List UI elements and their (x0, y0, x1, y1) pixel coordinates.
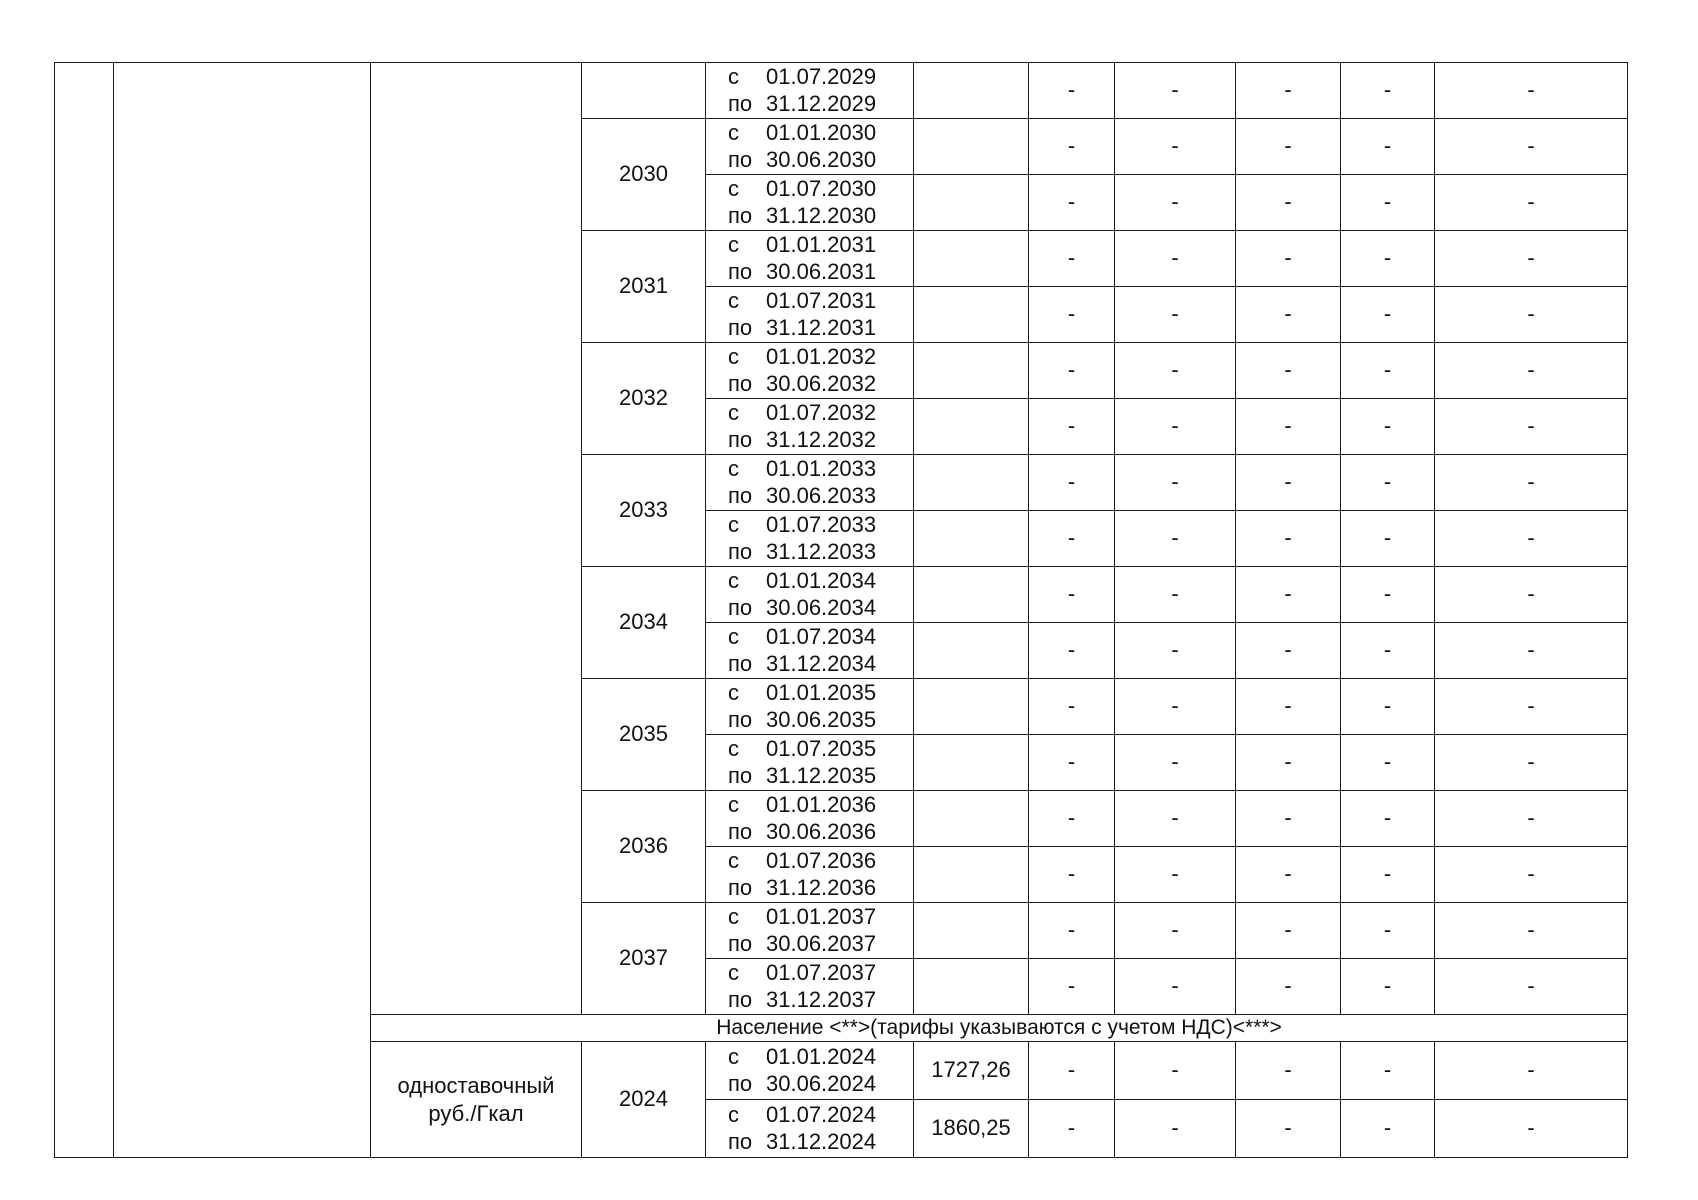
from-date: 01.07.2032 (766, 400, 877, 426)
tariff-value-cell (914, 63, 1029, 119)
dash-cell: - (1236, 399, 1341, 455)
period-to (728, 875, 913, 901)
dash-cell: - (1435, 231, 1628, 287)
to-date: 30.06.2033 (766, 482, 877, 508)
dash-cell: - (1029, 175, 1115, 231)
dash-cell: - (1341, 63, 1435, 119)
to-prefix: по (728, 986, 753, 1012)
dash-cell: - (1236, 1042, 1341, 1100)
dash-cell: - (1029, 903, 1115, 959)
dash-cell: - (1435, 63, 1628, 119)
dash-cell: - (1029, 791, 1115, 847)
tariff-table (54, 62, 1628, 1158)
period-to (728, 1129, 913, 1155)
dash-cell: - (1435, 175, 1628, 231)
to-prefix: по (728, 818, 753, 844)
dash-cell: - (1236, 287, 1341, 343)
dash-cell: - (1236, 511, 1341, 567)
from-prefix: с (728, 400, 739, 426)
dash-cell: - (1115, 847, 1236, 903)
dash-cell: - (1435, 847, 1628, 903)
period-to (728, 651, 913, 677)
dash-cell: - (1435, 959, 1628, 1015)
to-date: 31.12.2036 (766, 874, 877, 900)
to-prefix: по (728, 650, 753, 676)
from-prefix: с (728, 960, 739, 986)
dash-cell: - (1029, 567, 1115, 623)
tariff-value-cell (914, 175, 1029, 231)
period-from (728, 120, 913, 146)
from-prefix: с (728, 680, 739, 706)
to-date: 30.06.2032 (766, 370, 877, 396)
period-from (728, 904, 913, 930)
period-cell (706, 119, 914, 175)
to-date: 31.12.2029 (766, 90, 877, 116)
dash-cell: - (1029, 735, 1115, 791)
dash-cell: - (1341, 623, 1435, 679)
year-cell: 2034 (582, 567, 706, 679)
dash-cell: - (1341, 399, 1435, 455)
dash-cell: - (1341, 903, 1435, 959)
dash-cell: - (1115, 679, 1236, 735)
dash-cell: - (1435, 735, 1628, 791)
to-prefix: по (728, 258, 753, 284)
period-cell (706, 511, 914, 567)
to-prefix: по (728, 1070, 753, 1096)
period-to (728, 147, 913, 173)
period-from (728, 960, 913, 986)
from-date: 01.07.2036 (766, 848, 877, 874)
from-date: 01.01.2035 (766, 680, 877, 706)
period-cell (706, 623, 914, 679)
dash-cell: - (1115, 343, 1236, 399)
period-cell (706, 735, 914, 791)
dash-cell: - (1115, 959, 1236, 1015)
dash-cell: - (1115, 623, 1236, 679)
from-date: 01.07.2037 (766, 960, 877, 986)
period-cell (706, 959, 914, 1015)
from-prefix: с (728, 344, 739, 370)
dash-cell: - (1341, 231, 1435, 287)
dash-cell: - (1341, 1042, 1435, 1100)
from-date: 01.07.2024 (766, 1102, 877, 1128)
period-from (728, 792, 913, 818)
to-date: 30.06.2036 (766, 818, 877, 844)
to-date: 30.06.2031 (766, 258, 877, 284)
period-to (728, 203, 913, 229)
period-cell (706, 847, 914, 903)
dash-cell: - (1236, 175, 1341, 231)
period-from (728, 736, 913, 762)
from-date: 01.07.2033 (766, 512, 877, 538)
dash-cell: - (1236, 567, 1341, 623)
dash-cell: - (1029, 847, 1115, 903)
dash-cell: - (1341, 735, 1435, 791)
year-cell: 2030 (582, 119, 706, 231)
tariff-value-cell (914, 959, 1029, 1015)
to-date: 30.06.2030 (766, 146, 877, 172)
period-cell (706, 567, 914, 623)
period-from (728, 512, 913, 538)
period-to (728, 427, 913, 453)
tariff-value-cell (914, 511, 1029, 567)
dash-cell: - (1236, 119, 1341, 175)
from-date: 01.01.2024 (766, 1044, 877, 1070)
dash-cell: - (1236, 847, 1341, 903)
from-prefix: с (728, 288, 739, 314)
from-prefix: с (728, 176, 739, 202)
period-to (728, 763, 913, 789)
from-prefix: с (728, 512, 739, 538)
dash-cell: - (1341, 511, 1435, 567)
table-row (55, 63, 1628, 119)
period-to (728, 819, 913, 845)
to-prefix: по (728, 930, 753, 956)
dash-cell: - (1341, 287, 1435, 343)
from-date: 01.01.2030 (766, 120, 877, 146)
period-cell (706, 63, 914, 119)
from-prefix: с (728, 120, 739, 146)
period-from (728, 176, 913, 202)
dash-cell: - (1236, 959, 1341, 1015)
section-header: Население <**>(тарифы указываются с учетом НДС)<***> (371, 1015, 1628, 1042)
period-cell (706, 455, 914, 511)
tariff-value-cell (914, 455, 1029, 511)
to-prefix: по (728, 90, 753, 116)
dash-cell: - (1341, 119, 1435, 175)
tariff-value-cell (914, 679, 1029, 735)
dash-cell: - (1115, 1042, 1236, 1100)
dash-cell: - (1115, 567, 1236, 623)
period-from (728, 848, 913, 874)
year-cell: 2024 (582, 1042, 706, 1158)
dash-cell: - (1115, 63, 1236, 119)
tariff-value-cell (914, 903, 1029, 959)
dash-cell: - (1435, 287, 1628, 343)
from-date: 01.01.2033 (766, 456, 877, 482)
from-prefix: с (728, 568, 739, 594)
period-cell (706, 1042, 914, 1100)
from-date: 01.07.2030 (766, 176, 877, 202)
period-to (728, 539, 913, 565)
period-cell (706, 791, 914, 847)
dash-cell: - (1115, 903, 1236, 959)
period-to (728, 315, 913, 341)
year-cell: 2035 (582, 679, 706, 791)
dash-cell: - (1029, 511, 1115, 567)
dash-cell: - (1029, 119, 1115, 175)
to-prefix: по (728, 594, 753, 620)
to-date: 31.12.2035 (766, 762, 877, 788)
dash-cell: - (1435, 1042, 1628, 1100)
from-prefix: с (728, 792, 739, 818)
period-from (728, 456, 913, 482)
dash-cell: - (1029, 287, 1115, 343)
to-prefix: по (728, 706, 753, 732)
tariff-value-cell (914, 399, 1029, 455)
to-date: 30.06.2024 (766, 1070, 877, 1096)
period-from (728, 64, 913, 90)
dash-cell: - (1341, 679, 1435, 735)
dash-cell: - (1435, 343, 1628, 399)
year-cell: 2032 (582, 343, 706, 455)
from-date: 01.07.2029 (766, 64, 877, 90)
period-from (728, 344, 913, 370)
dash-cell: - (1115, 735, 1236, 791)
to-prefix: по (728, 370, 753, 396)
population-type-cell: одноставочный руб./Гкал (371, 1042, 582, 1158)
from-date: 01.07.2031 (766, 288, 877, 314)
from-prefix: с (728, 1044, 739, 1070)
from-date: 01.07.2034 (766, 624, 877, 650)
period-to (728, 483, 913, 509)
from-date: 01.01.2031 (766, 232, 877, 258)
organization-cell (114, 63, 371, 1158)
to-date: 30.06.2034 (766, 594, 877, 620)
period-from (728, 1044, 913, 1070)
tariff-value-cell (914, 119, 1029, 175)
from-date: 01.01.2037 (766, 904, 877, 930)
tariff-value-cell (914, 343, 1029, 399)
dash-cell: - (1341, 455, 1435, 511)
to-date: 31.12.2031 (766, 314, 877, 340)
dash-cell: - (1341, 959, 1435, 1015)
dash-cell: - (1029, 1042, 1115, 1100)
dash-cell: - (1115, 287, 1236, 343)
period-to (728, 91, 913, 117)
period-from (728, 568, 913, 594)
period-cell (706, 175, 914, 231)
dash-cell: - (1115, 1100, 1236, 1158)
period-to (728, 1071, 913, 1097)
tariff-value-cell (914, 791, 1029, 847)
dash-cell: - (1115, 399, 1236, 455)
from-prefix: с (728, 624, 739, 650)
year-cell: 2037 (582, 903, 706, 1015)
from-date: 01.01.2032 (766, 344, 877, 370)
dash-cell: - (1435, 791, 1628, 847)
dash-cell: - (1029, 63, 1115, 119)
to-date: 30.06.2035 (766, 706, 877, 732)
tariff-value-cell (914, 735, 1029, 791)
period-to (728, 595, 913, 621)
index-cell (55, 63, 114, 1158)
dash-cell: - (1236, 63, 1341, 119)
period-cell (706, 1100, 914, 1158)
dash-cell: - (1115, 175, 1236, 231)
tariff-type-cell (371, 63, 582, 1015)
dash-cell: - (1435, 567, 1628, 623)
dash-cell: - (1341, 1100, 1435, 1158)
from-prefix: с (728, 456, 739, 482)
dash-cell: - (1115, 231, 1236, 287)
dash-cell: - (1435, 399, 1628, 455)
dash-cell: - (1236, 903, 1341, 959)
to-prefix: по (728, 202, 753, 228)
from-date: 01.01.2034 (766, 568, 877, 594)
dash-cell: - (1236, 343, 1341, 399)
dash-cell: - (1341, 847, 1435, 903)
tariff-value-cell (914, 623, 1029, 679)
dash-cell: - (1236, 455, 1341, 511)
dash-cell: - (1341, 175, 1435, 231)
to-prefix: по (728, 314, 753, 340)
to-date: 31.12.2034 (766, 650, 877, 676)
dash-cell: - (1341, 343, 1435, 399)
to-prefix: по (728, 146, 753, 172)
tariff-value-cell (914, 847, 1029, 903)
to-prefix: по (728, 426, 753, 452)
to-date: 31.12.2037 (766, 986, 877, 1012)
from-prefix: с (728, 848, 739, 874)
tariff-value-cell (914, 231, 1029, 287)
to-prefix: по (728, 762, 753, 788)
dash-cell: - (1341, 791, 1435, 847)
year-cell: 2036 (582, 791, 706, 903)
dash-cell: - (1236, 1100, 1341, 1158)
period-from (728, 400, 913, 426)
dash-cell: - (1029, 231, 1115, 287)
to-date: 30.06.2037 (766, 930, 877, 956)
dash-cell: - (1115, 791, 1236, 847)
dash-cell: - (1236, 791, 1341, 847)
to-prefix: по (728, 1128, 753, 1154)
from-prefix: с (728, 1102, 739, 1128)
period-cell (706, 343, 914, 399)
period-from (728, 232, 913, 258)
to-date: 31.12.2024 (766, 1128, 877, 1154)
tariff-value-cell: 1727,26 (914, 1042, 1029, 1100)
dash-cell: - (1236, 679, 1341, 735)
table-body (55, 63, 1628, 1158)
dash-cell: - (1236, 623, 1341, 679)
dash-cell: - (1029, 1100, 1115, 1158)
period-to (728, 259, 913, 285)
dash-cell: - (1029, 343, 1115, 399)
period-to (728, 371, 913, 397)
dash-cell: - (1115, 119, 1236, 175)
from-date: 01.01.2036 (766, 792, 877, 818)
period-from (728, 680, 913, 706)
to-date: 31.12.2033 (766, 538, 877, 564)
to-date: 31.12.2030 (766, 202, 877, 228)
from-date: 01.07.2035 (766, 736, 877, 762)
tariff-value-cell (914, 287, 1029, 343)
dash-cell: - (1236, 231, 1341, 287)
dash-cell: - (1435, 511, 1628, 567)
dash-cell: - (1029, 623, 1115, 679)
period-cell (706, 399, 914, 455)
tariff-value-cell: 1860,25 (914, 1100, 1029, 1158)
dash-cell: - (1435, 903, 1628, 959)
dash-cell: - (1435, 623, 1628, 679)
year-cell: 2031 (582, 231, 706, 343)
dash-cell: - (1029, 679, 1115, 735)
dash-cell: - (1435, 119, 1628, 175)
dash-cell: - (1029, 455, 1115, 511)
period-to (728, 707, 913, 733)
period-cell (706, 903, 914, 959)
period-to (728, 987, 913, 1013)
to-prefix: по (728, 538, 753, 564)
period-to (728, 931, 913, 957)
dash-cell: - (1115, 511, 1236, 567)
dash-cell: - (1029, 959, 1115, 1015)
period-cell (706, 679, 914, 735)
period-from (728, 624, 913, 650)
to-date: 31.12.2032 (766, 426, 877, 452)
year-cell (582, 63, 706, 119)
from-prefix: с (728, 736, 739, 762)
to-prefix: по (728, 874, 753, 900)
year-cell: 2033 (582, 455, 706, 567)
dash-cell: - (1115, 455, 1236, 511)
from-prefix: с (728, 64, 739, 90)
period-cell (706, 287, 914, 343)
dash-cell: - (1236, 735, 1341, 791)
period-from (728, 1102, 913, 1128)
from-prefix: с (728, 904, 739, 930)
dash-cell: - (1435, 679, 1628, 735)
to-prefix: по (728, 482, 753, 508)
dash-cell: - (1029, 399, 1115, 455)
dash-cell: - (1341, 567, 1435, 623)
dash-cell: - (1435, 455, 1628, 511)
dash-cell: - (1435, 1100, 1628, 1158)
from-prefix: с (728, 232, 739, 258)
period-from (728, 288, 913, 314)
period-cell (706, 231, 914, 287)
tariff-value-cell (914, 567, 1029, 623)
